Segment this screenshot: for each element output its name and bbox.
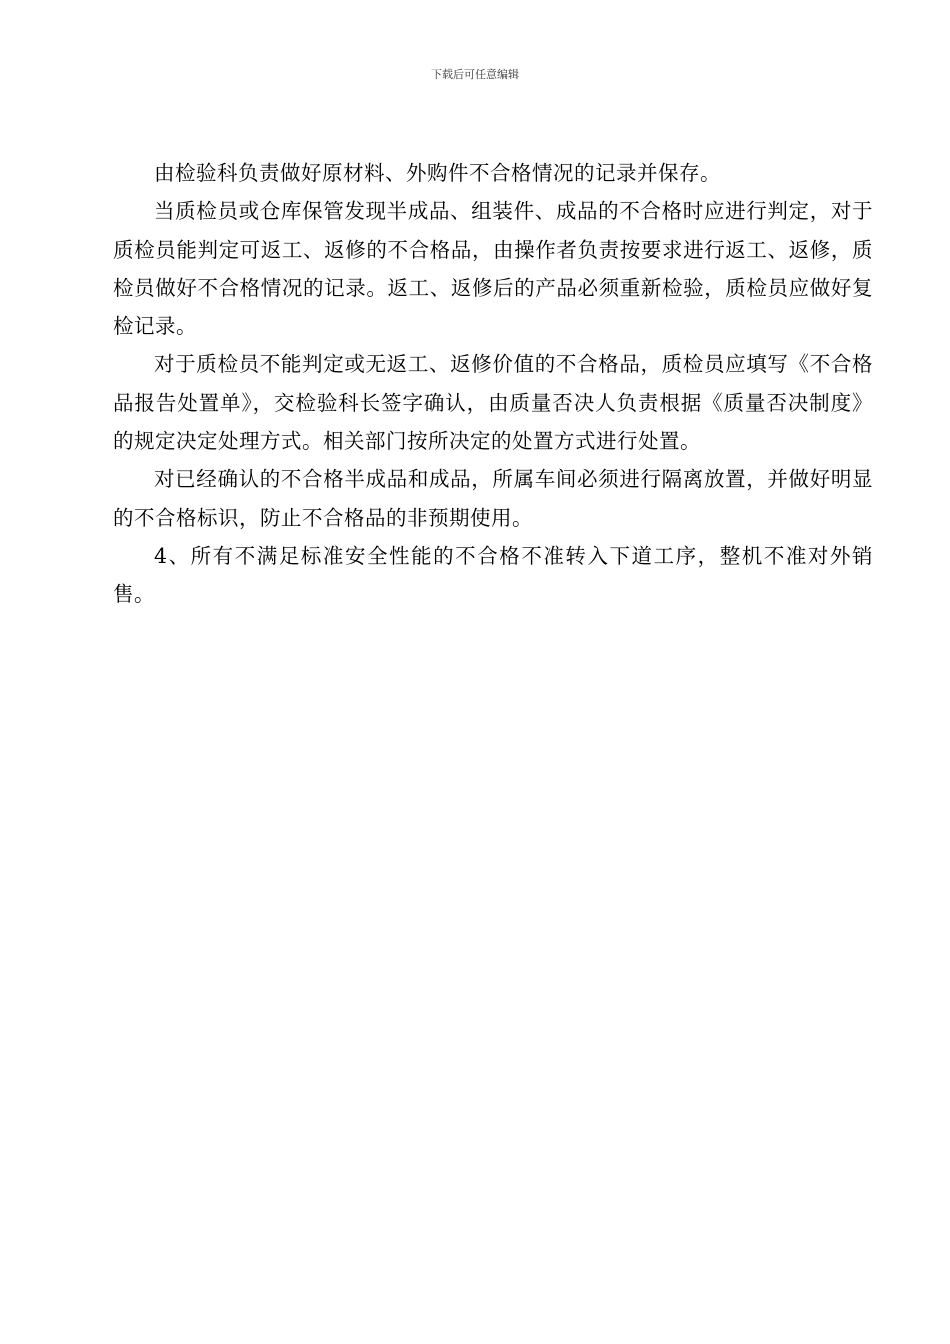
paragraph-2: 当质检员或仓库保管发现半成品、组装件、成品的不合格时应进行判定，对于质检员能判定可返工、返修的不合格品，由操作者负责按要求进行返工、返修，质检员做好不合格情况的记录。返工、返修后的产品必须重新检验，质检员应做好复检记录。 [113,199,873,339]
document-body [113,154,873,614]
paragraph-1: 由检验科负责做好原材料、外购件不合格情况的记录并保存。 [154,161,721,185]
page-header-note: 下载后可任意编辑 [431,68,519,81]
paragraph-3: 对于质检员不能判定或无返工、返修价值的不合格品，质检员应填写《不合格品报告处置单》，交检验科长签字确认，由质量否决人负责根据《质量否决制度》的规定决定处理方式。相关部门按所决定的处置方式进行处置。 [113,352,873,454]
paragraph-5: 4、所有不满足标准安全性能的不合格不准转入下道工序，整机不准对外销售。 [113,543,873,607]
paragraph-4: 对已经确认的不合格半成品和成品，所属车间必须进行隔离放置，并做好明显的不合格标识，防止不合格品的非预期使用。 [113,467,873,530]
